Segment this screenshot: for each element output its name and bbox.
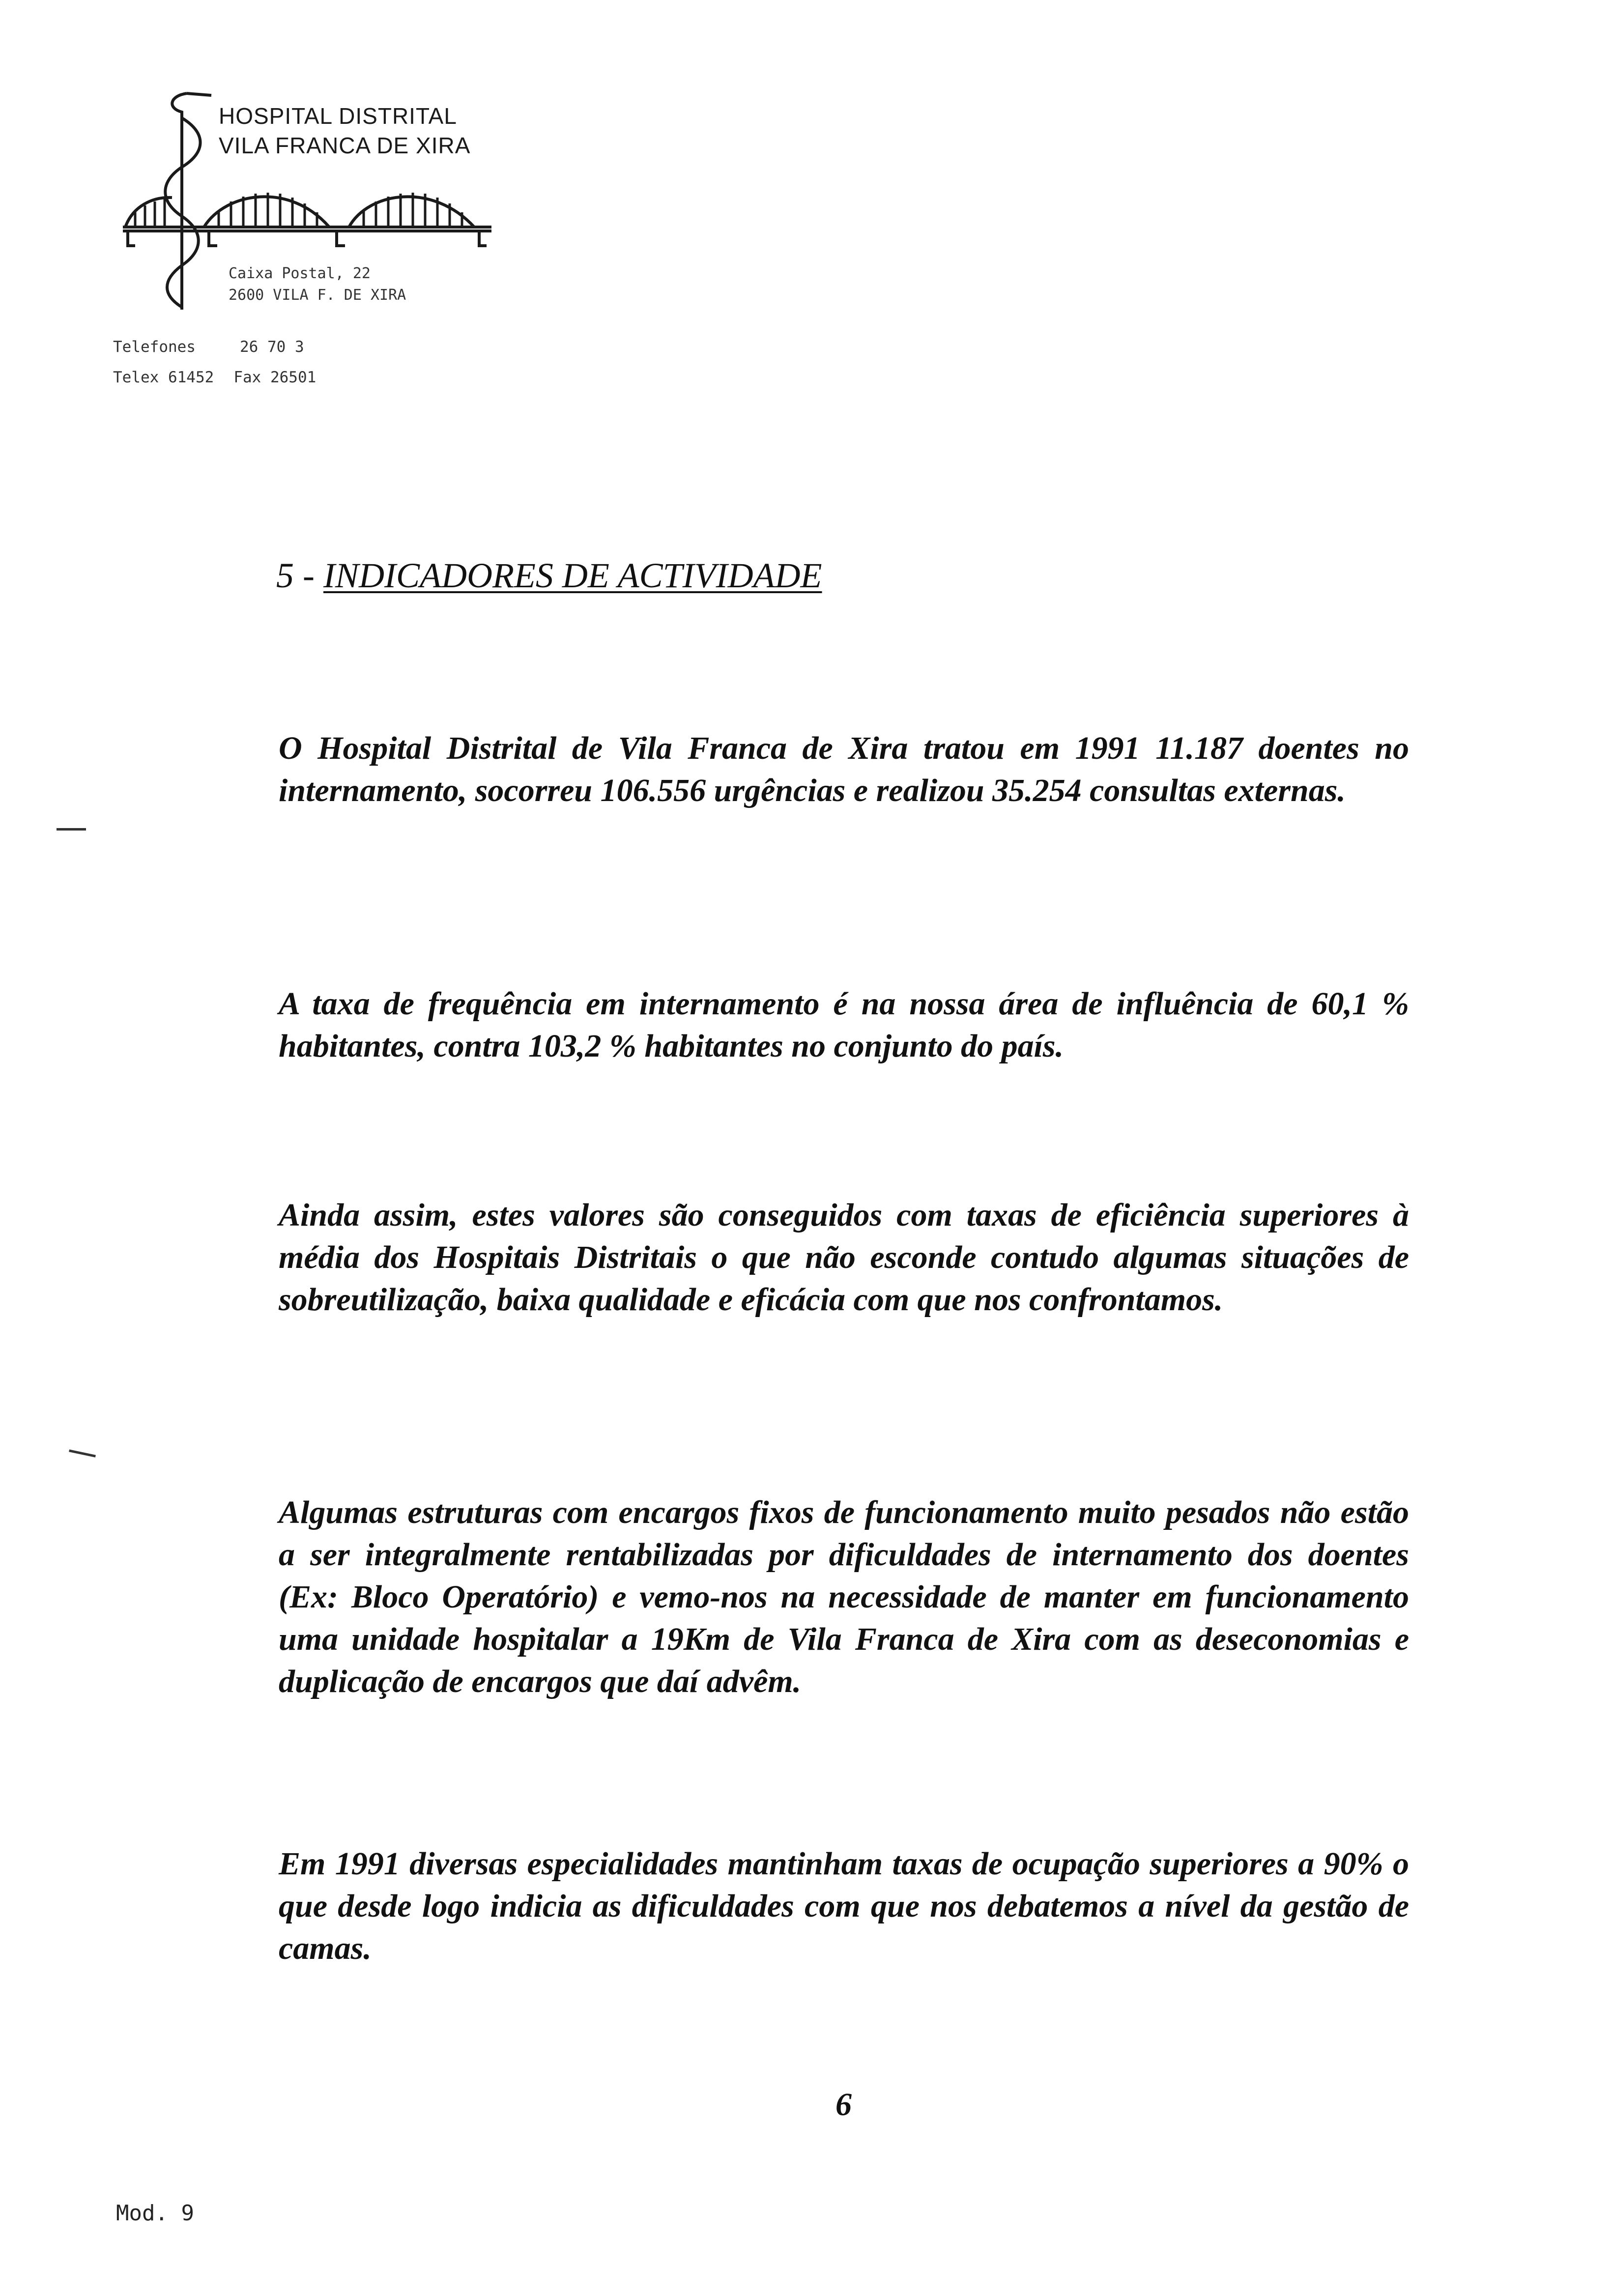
contact-info [113,332,316,393]
scan-mark [57,828,86,831]
hospital-name-line-1: HOSPITAL DISTRITAL [219,103,457,129]
fax-label: Fax 26501 [233,369,317,386]
hospital-name-line-2: VILA FRANCA DE XIRA [219,133,471,158]
paragraph-fixed-costs: Algumas estruturas com encargos fixos de funcionamento muito pesados não estão a ser integralmente rentabilizadas por dificuldades de internamento dos doentes (Ex: Bloco Operatório) e vemo-nos na necessidade de manter em funcionamento uma unidade hospitalar a 19Km de Vila Franca de Xira com as deseconomias e duplicação de encargos que daí advêm. [279,1494,1409,1699]
page-number: 6 [835,2087,852,2123]
section-number: 5 - [276,556,323,595]
paragraph-efficiency: Ainda assim, estes valores são conseguidos com taxas de eficiência superiores à média dos Hospitais Distritais o que não esconde contudo algumas situações de sobreutilização, baixa qualidade e eficácia com que nos confrontamos. [279,1197,1409,1318]
paragraph-frequency-rate: A taxa de frequência em internamento é na nossa área de influência de 60,1 % habitantes, contra 103,2 % habitantes no conjunto do país. [279,986,1409,1064]
address-line-2: 2600 VILA F. DE XIRA [229,287,406,304]
paragraph-activity-summary: O Hospital Distrital de Vila Franca de Xira tratou em 1991 11.187 doentes no internamento, socorreu 106.556 urgências e realizou 35.254 consultas externas. [279,730,1409,808]
phone-value: 26 70 3 [239,338,304,356]
telex-fax-row [113,362,316,393]
address-line-1: Caixa Postal, 22 [229,265,371,282]
paragraph-occupancy: Em 1991 diversas especialidades mantinham taxas de ocupação superiores a 90% o que desde logo indicia as dificuldades com que nos debatemos a nível da gestão de camas. [279,1846,1409,1966]
telex-label: Telex 61452 [113,369,214,386]
phone-label: Telefones [113,338,196,356]
scan-mark [69,1449,96,1457]
form-code: Mod. 9 [116,2201,194,2226]
section-heading [276,555,822,596]
phone-row [113,332,316,362]
postal-address [229,263,406,306]
letterhead [113,84,506,398]
section-title: INDICADORES DE ACTIVIDADE [323,556,822,595]
hospital-name [219,101,470,160]
